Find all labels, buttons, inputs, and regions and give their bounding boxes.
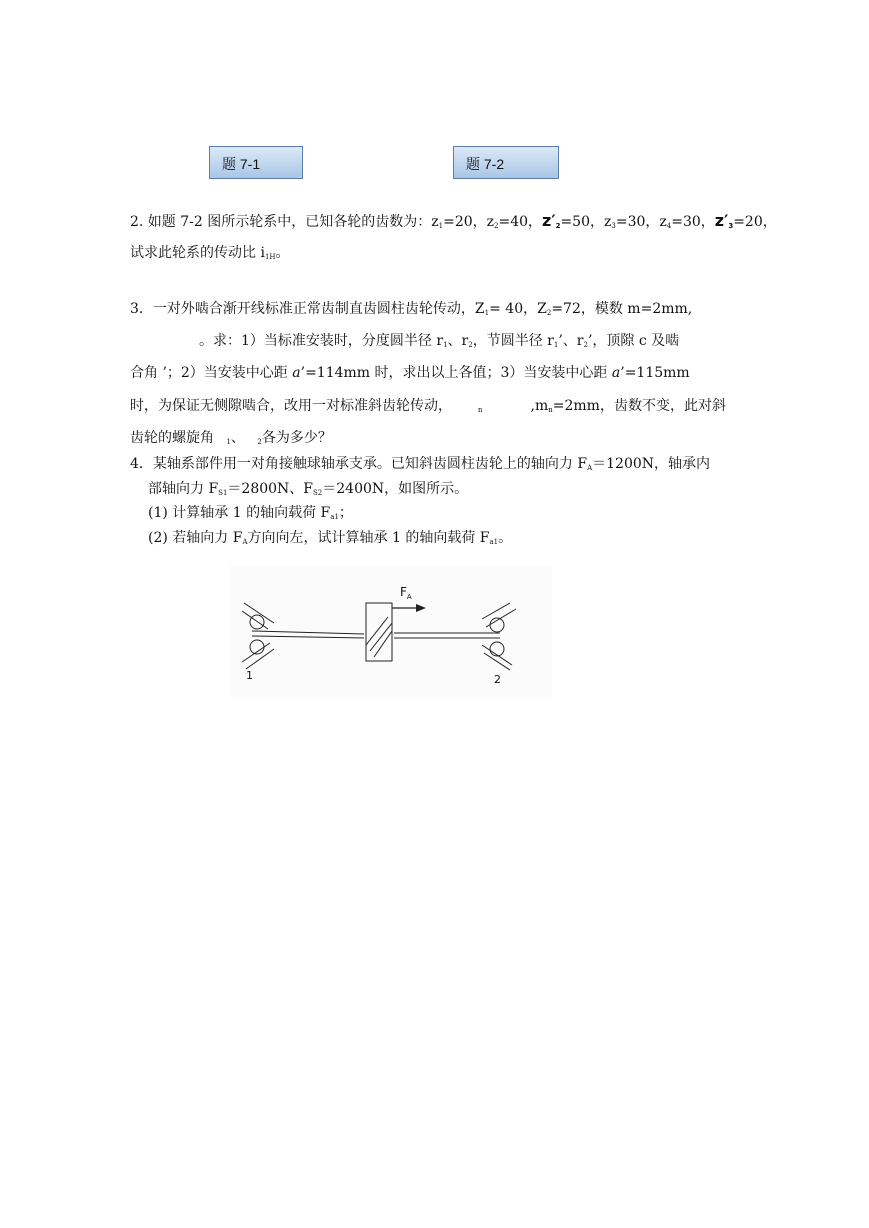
question-3-line-1: 3．一对外啮合渐开线标准正常齿制直齿圆柱齿轮传动，$Z_1= 40$，$Z_2=72$，模数 m=2mm, [130, 301, 693, 317]
force-label: $F_A$ [400, 585, 412, 601]
question-4-line-1: 4．某轴系部件用一对角接触球轴承支承。已知斜齿圆柱齿轮上的轴向力 $F_A=1200N$，轴承内 [130, 456, 711, 472]
bearing-1-label: 1 [246, 669, 253, 682]
question-3-line-2: 。求：1）当标准安装时，分度圆半径 $r_1$、$r_2$，节圆半径 $r_1$’、$r_2$’，顶隙 c 及啮 [199, 333, 680, 349]
question-4-line-2: 部轴向力 $F_{S1}=2800N$、$F_{S2}=2400N$，如图所示。 [148, 481, 469, 497]
figure-label-7-1: 题 7-1 [209, 146, 303, 179]
figure-label-7-2: 题 7-2 [453, 146, 559, 179]
question-3-line-3: 合角 ’；2）当安装中心距 a’=114mm 时，求出以上各值；3）当安装中心距 a’=115mm [130, 365, 690, 381]
z3-prime-symbol: $z'_3$ [714, 211, 734, 230]
question-4-part-1: (1) 计算轴承 1 的轴向载荷 $F_{a1}$； [148, 505, 353, 521]
bearing-2-label: 2 [494, 673, 501, 686]
bearing-shaft-diagram [230, 565, 552, 697]
question-2-line-1: 2. 如题 7-2 图所示轮系中，已知各轮的齿数为：$z_1=20$，$z_2=40$，$z'_2=50$，$z_3=30$，$z_4=30$，$z'_3=20$， [130, 211, 777, 230]
question-3-line-4: 时，为保证无侧隙啮合，改用一对标准斜齿轮传动， $_n$ $,m_n=2mm$，齿数不变，此对斜 [130, 398, 726, 414]
z2-prime-symbol: $z'_2$ [542, 211, 561, 230]
question-2-line-2: 试求此轮系的传动比 $i_{1H}$。 [130, 245, 290, 261]
question-3-line-5: 齿轮的螺旋角 $_1$、 $_2$各为多少？ [130, 430, 332, 446]
question-4-part-2: (2) 若轴向力 $F_A$方向向左，试计算轴承 1 的轴向载荷 $F_{a1}$。 [148, 530, 513, 546]
